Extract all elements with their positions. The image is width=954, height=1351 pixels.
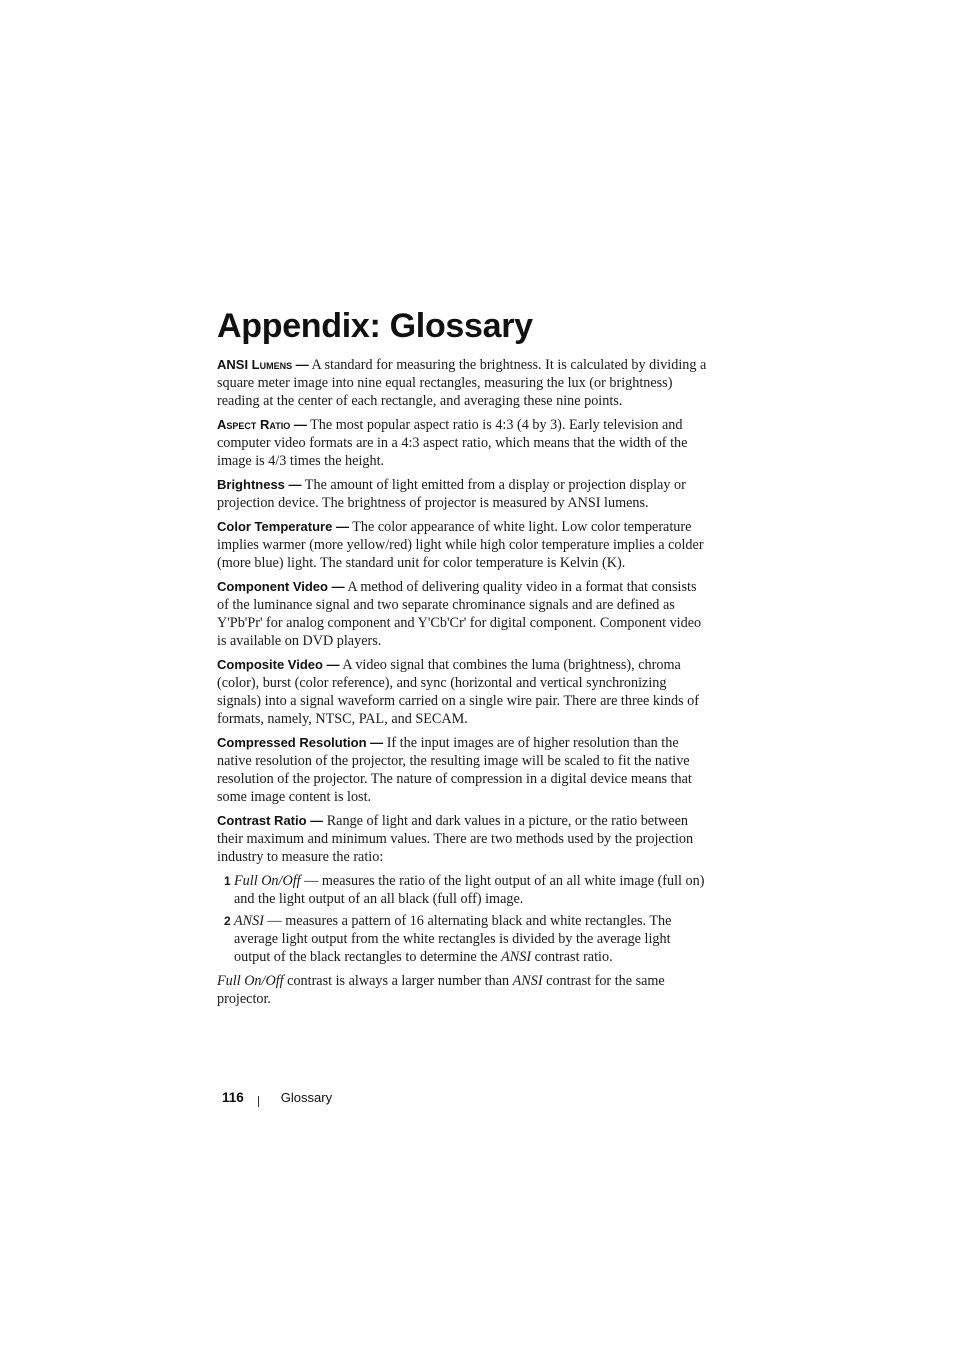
note-term-a: Full On/Off	[217, 973, 284, 989]
list-item	[217, 872, 707, 908]
glossary-entry-brightness	[217, 476, 707, 512]
glossary-entry-compressed-resolution	[217, 734, 707, 806]
method-description: — measures the ratio of the light output of an all white image (full on) and the light output of an all black (full off) image.	[234, 873, 705, 907]
contrast-note	[217, 972, 707, 1008]
glossary-body	[217, 356, 707, 1008]
glossary-definition: A method of delivering quality video in a format that consists of the luminance signal and two separate chrominance signals and are defined as Y'Pb'Pr' for analog component and Y'Cb'Cr' for digital component. Component video is available on DVD players.	[217, 579, 702, 649]
glossary-definition: The amount of light emitted from a display or projection display or projection device. The brightness of projector is measured by ANSI lumens.	[217, 477, 686, 511]
glossary-term: Composite Video —	[217, 657, 340, 672]
glossary-entry-component-video	[217, 578, 707, 650]
list-number: 2	[224, 914, 231, 928]
glossary-definition: A video signal that combines the luma (brightness), chroma (color), burst (color reference), and sync (horizontal and vertical synchronizing signals) into a signal waveform carried on a single wire pair. There are three kinds of formats, namely, NTSC, PAL, and SECAM.	[217, 657, 699, 727]
glossary-entry-ansi-lumens	[217, 356, 707, 410]
glossary-term: Brightness —	[217, 477, 302, 492]
glossary-term: Compressed Resolution —	[217, 735, 384, 750]
method-name: Full On/Off	[234, 873, 301, 889]
glossary-definition: The color appearance of white light. Low color temperature implies warmer (more yellow/red) light while high color temperature implies a colder (more blue) light. The standard unit for color temperature is Kelvin (K).	[217, 519, 704, 571]
glossary-definition: If the input images are of higher resolution than the native resolution of the projector, the resulting image will be scaled to fit the native resolution of the projector. The nature of compression in a digital device means that some image content is lost.	[217, 735, 692, 805]
method-description-end: contrast ratio.	[531, 949, 613, 965]
method-name-repeat: ANSI	[501, 949, 532, 965]
glossary-entry-composite-video	[217, 656, 707, 728]
glossary-term: Component Video —	[217, 579, 345, 594]
method-name: ANSI	[234, 913, 264, 929]
page-number: 116	[222, 1090, 244, 1105]
contrast-methods-list	[217, 872, 707, 966]
page-footer	[222, 1089, 332, 1107]
footer-divider	[258, 1096, 259, 1107]
glossary-term: ANSI Lumens —	[217, 357, 309, 372]
note-text-end: contrast for the same projector.	[217, 973, 665, 1007]
list-item	[217, 912, 707, 966]
glossary-definition: The most popular aspect ratio is 4:3 (4 by 3). Early television and computer video formats are in a 4:3 aspect ratio, which means that the width of the image is 4/3 times the height.	[217, 417, 688, 469]
glossary-definition: Range of light and dark values in a picture, or the ratio between their maximum and minimum values. There are two methods used by the projection industry to measure the ratio:	[217, 813, 694, 865]
glossary-definition: A standard for measuring the brightness. It is calculated by dividing a square meter image into nine equal rectangles, measuring the lux (or brightness) reading at the center of each rectangle, and averaging these nine points.	[217, 357, 707, 409]
glossary-entry-color-temperature	[217, 518, 707, 572]
glossary-term: Contrast Ratio —	[217, 813, 324, 828]
glossary-entry-contrast-ratio	[217, 812, 707, 866]
glossary-term: Aspect Ratio —	[217, 417, 307, 432]
note-text: contrast is always a larger number than	[283, 973, 513, 989]
footer-section: Glossary	[280, 1090, 333, 1105]
glossary-entry-aspect-ratio	[217, 416, 707, 470]
glossary-term: Color Temperature —	[217, 519, 349, 534]
list-number: 1	[224, 874, 231, 888]
method-description: — measures a pattern of 16 alternating black and white rectangles. The average light output from the white rectangles is divided by the average light output of the black rectangles to determine the	[234, 913, 672, 965]
note-term-b: ANSI	[512, 973, 543, 989]
page-title: Appendix: Glossary	[217, 307, 533, 345]
